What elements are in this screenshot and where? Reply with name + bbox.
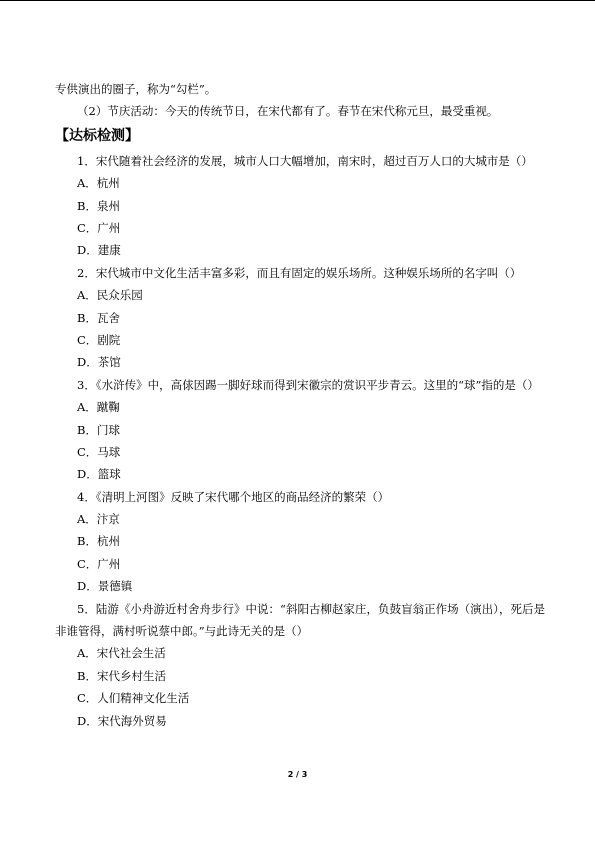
question-text: 3．《水浒传》中，高俅因踢一脚好球而得到宋徽宗的赏识平步青云。这里的“球”指的是（）	[77, 377, 539, 392]
option-c: C．人们精神文化生活	[77, 691, 190, 706]
question-4	[55, 486, 545, 598]
question-text: 2．宋代城市中文化生活丰富多彩，而且有固定的娱乐场所。这种娱乐场所的名字叫（）	[77, 265, 522, 280]
option-b: B．门球	[77, 422, 120, 437]
option-c: C．剧院	[77, 332, 121, 347]
option-a: A．民众乐园	[77, 288, 143, 303]
option-b: B．瓦舍	[77, 310, 120, 325]
question-text: 1．宋代随着社会经济的发展，城市人口大幅增加，南宋时，超过百万人口的大城市是（）	[77, 153, 533, 168]
option-a: A．蹴鞠	[77, 400, 120, 415]
option-b: B．杭州	[77, 534, 120, 549]
option-c: C．广州	[77, 556, 121, 571]
option-d: D．茶馆	[77, 355, 121, 370]
question-2	[55, 262, 545, 374]
question-text: 5．陆游《小舟游近村舍舟步行》中说：“斜阳古柳赵家庄，负鼓盲翁正作场（演出），死后是非谁管得，满村听说蔡中郎。”与此诗无关的是（）	[55, 601, 545, 639]
header-rule	[0, 0, 595, 1]
option-d: D．建康	[77, 243, 121, 258]
option-b: B．泉州	[77, 198, 120, 213]
option-a: A．宋代社会生活	[77, 646, 166, 661]
section-title: 【达标检测】	[55, 127, 139, 144]
option-d: D．景德镇	[77, 579, 133, 594]
question-3	[55, 374, 545, 486]
option-a: A．杭州	[77, 176, 120, 191]
intro-line-2: （2）节庆活动：今天的传统节日，在宋代都有了。春节在宋代称元旦，最受重视。	[77, 104, 499, 119]
option-c: C．广州	[77, 220, 121, 235]
option-a: A．汴京	[77, 512, 120, 527]
option-c: C．马球	[77, 444, 121, 459]
option-d: D．篮球	[77, 467, 121, 482]
document-body	[55, 78, 545, 732]
page-number: 2 / 3	[287, 770, 308, 779]
option-b: B．宋代乡村生活	[77, 668, 166, 683]
question-1	[55, 150, 545, 262]
question-text: 4．《清明上河图》反映了宋代哪个地区的商品经济的繁荣（）	[77, 489, 390, 504]
intro-line-1: 专供演出的圈子，称为“勾栏”。	[55, 82, 217, 96]
option-d: D．宋代海外贸易	[77, 713, 167, 728]
question-5	[55, 598, 545, 732]
